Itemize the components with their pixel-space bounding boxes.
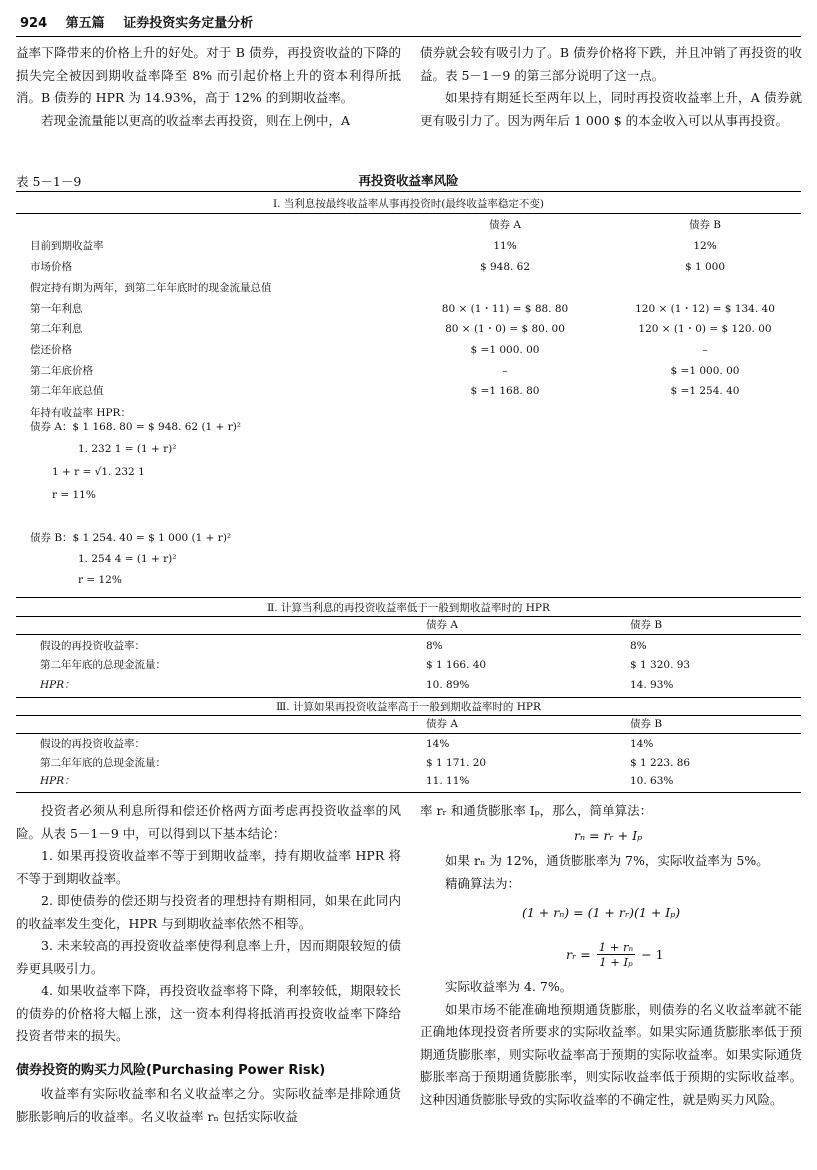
- cell-a: 14%: [426, 738, 450, 750]
- row-label: 偿还价格: [30, 344, 72, 356]
- fraction-numerator: 1 + rₙ: [598, 940, 634, 954]
- column-header-a: 债券 A: [426, 619, 458, 631]
- row-label: 第二年利息: [30, 323, 83, 335]
- table-row: [40, 716, 800, 733]
- cell-a: $ =1 168. 80: [470, 385, 540, 397]
- column-header-b: 债券 B: [630, 619, 663, 631]
- table-row: [30, 362, 800, 380]
- cell-b: 120 × (1・12) = $ 134. 40: [635, 303, 775, 315]
- cell-a: 10. 89%: [426, 679, 470, 691]
- header-rule: [16, 36, 801, 37]
- row-label: HPR：: [40, 775, 75, 787]
- cell-a: 80 × (1・0) = $ 80. 00: [445, 323, 565, 335]
- section-heading: 债券投资的购买力风险(Purchasing Power Risk): [16, 1063, 326, 1078]
- formula-exact: (1 + rₙ) = (1 + rᵣ)(1 + Iₚ): [522, 905, 681, 920]
- cell-a: 11%: [493, 240, 517, 252]
- cell-b: 14%: [630, 738, 654, 750]
- row-label: 第二年底价格: [30, 365, 93, 377]
- table-row: [40, 773, 800, 790]
- row-label: 第二年年底的总现金流量：: [40, 757, 166, 769]
- cell-b: 8%: [630, 640, 647, 652]
- row-label: 假设的再投资收益率：: [40, 738, 145, 750]
- bottom-right-column: [420, 976, 802, 1111]
- page-header: [20, 12, 800, 38]
- cell-a: 80 × (1・11) = $ 88. 80: [441, 303, 569, 315]
- table-title: 再投资收益率风险: [358, 173, 459, 188]
- cell-b: 14. 93%: [630, 679, 674, 691]
- paragraph: 实际收益率为 4. 7%。: [445, 979, 573, 994]
- column-header-b: 债券 B: [630, 718, 663, 730]
- row-label: 假定持有期为两年，到第二年年底时的现金流量总值: [30, 282, 272, 294]
- rule: [16, 634, 801, 635]
- cell-b: 10. 63%: [630, 775, 674, 787]
- hpr-title: 年持有收益率 HPR：: [30, 407, 131, 419]
- paragraph: 3. 未来较高的再投资收益率使得利息率上升，因而期限较短的债券更具吸引力。: [16, 938, 401, 976]
- formula-lhs: rᵣ =: [566, 947, 591, 962]
- table-row: [40, 638, 800, 655]
- column-header-a: 债券 A: [426, 718, 458, 730]
- cell-a: $ 1 171. 20: [426, 757, 487, 769]
- cell-b: $ 1 000: [684, 261, 726, 273]
- section-2-heading: Ⅱ. 计算当利息的再投资收益率低于一般到期收益率时的 HPR: [267, 602, 550, 614]
- formula-rhs: − 1: [641, 947, 664, 962]
- section-1-heading: Ⅰ. 当利息按最终收益率从事再投资时(最终收益率稳定不变): [272, 198, 544, 210]
- calc-line: r = 11%: [52, 489, 96, 501]
- cell-b: –: [702, 344, 708, 356]
- cell-b: $ =1 000. 00: [670, 365, 740, 377]
- table-row: [30, 382, 800, 400]
- bottom-left-column: [16, 800, 401, 1048]
- cell-a: $ 1 166. 40: [426, 659, 487, 671]
- fraction: [597, 940, 635, 969]
- calc-line: 债券 B：$ 1 254. 40 = $ 1 000 (1 + r)²: [30, 532, 232, 544]
- table-row: [30, 216, 800, 234]
- fraction-denominator: 1 + Iₚ: [599, 955, 633, 969]
- table-row: [40, 677, 800, 694]
- top-left-column: [16, 42, 401, 132]
- cell-a: 11. 11%: [426, 775, 470, 787]
- paragraph: 4. 如果收益率下降，再投资收益率将下降，利率较低，期限较长的债券的价格将大幅上涨，这一资本利得将抵消再投资收益率下降给投资者带来的损失。: [16, 983, 401, 1043]
- calc-line: 1. 254 4 = (1 + r)²: [78, 553, 177, 565]
- rule: [16, 697, 801, 698]
- bottom-right-column: [420, 850, 802, 895]
- formula-fraction: [566, 940, 664, 969]
- calc-line: r = 12%: [78, 574, 122, 586]
- paragraph: 2. 即使债券的偿还期与投资者的理想持有期相同，如果在此同内的收益率发生变化，HPR 与到期收益率依然不相等。: [16, 893, 401, 931]
- paragraph: 1. 如果再投资收益率不等于到期收益率，持有期收益率 HPR 将不等于到期收益率。: [16, 848, 401, 886]
- formula-simple: rₙ = rᵣ + Iₚ: [574, 828, 643, 843]
- bottom-right-column: [420, 800, 802, 823]
- cell-b: $ 1 223. 86: [630, 757, 691, 769]
- row-label: 目前到期收益率: [30, 240, 104, 252]
- paragraph: 精确算法为：: [445, 875, 521, 891]
- table-row: [30, 300, 800, 318]
- rule: [16, 733, 801, 734]
- rule: [16, 597, 801, 598]
- table-row: [30, 320, 800, 338]
- top-right-column: [420, 42, 802, 132]
- table-row: [30, 341, 800, 359]
- rule: [16, 213, 801, 214]
- column-header-b: 债券 B: [688, 219, 722, 231]
- calc-line: 1. 232 1 = (1 + r)²: [78, 443, 177, 455]
- table-row: [30, 279, 800, 297]
- calc-line: 1 + r = √1. 232 1: [52, 466, 145, 478]
- calc-line: 债券 A：$ 1 168. 80 = $ 948. 62 (1 + r)²: [30, 421, 242, 433]
- paragraph: 投资者必须从利息所得和偿还价格两方面考虑再投资收益率的风险。从表 5－1－9 中，可以得到以下基本结论：: [16, 803, 401, 841]
- table-bottom-rule: [16, 792, 801, 793]
- table-row: [30, 237, 800, 255]
- table-top-rule: [16, 191, 801, 192]
- cell-a: 8%: [426, 640, 443, 652]
- paragraph: 收益率有实际收益率和名义收益率之分。实际收益率是排除通货膨胀影响后的收益率。名义收益率 rₙ 包括实际收益: [16, 1086, 401, 1124]
- table-row: [40, 755, 800, 772]
- cell-b: $ =1 254. 40: [670, 385, 740, 397]
- cell-b: $ 1 320. 93: [630, 659, 691, 671]
- paragraph: 若现金流量能以更高的收益率去再投资，则在上例中，A: [41, 112, 351, 128]
- header-title: 证券投资实务定量分析: [123, 16, 254, 31]
- row-label: 市场价格: [30, 261, 72, 273]
- cell-a: $ =1 000. 00: [470, 344, 540, 356]
- table-row: [40, 617, 800, 634]
- part-label: 第五篇: [65, 16, 105, 31]
- row-label: 第二年年底总值: [30, 385, 104, 397]
- row-label: 第二年年底的总现金流量：: [40, 659, 166, 671]
- paragraph: 如果市场不能准确地预期通货膨胀，则债券的名义收益率就不能正确地体现投资者所要求的实际收益率。如果实际通货膨胀率低于预期通货膨胀率，则实际收益率高于预期的实际收益率。如果实际通货膨胀率高于预期通货膨胀率，则实际收益率低于预期的实际收益率。这种因通货膨胀导致的实际收益率的不确定性，就是购买力风险。: [420, 1001, 802, 1107]
- paragraph: 债券就会较有吸引力了。B 债券价格将下跌，并且冲销了再投资的收益。表 5－1－9 的第三部分说明了这一点。: [420, 45, 802, 83]
- row-label: 第一年利息: [30, 303, 83, 315]
- cell-b: 120 × (1・0) = $ 120. 00: [638, 323, 772, 335]
- table-row: [40, 657, 800, 674]
- bottom-left-column-2: [16, 1083, 401, 1128]
- paragraph: 益率下降带来的价格上升的好处。对于 B 债券，再投资收益的下降的损失完全被因到期收益率降至 8% 而引起价格上升的资本利得所抵消。B 债券的 HPR 为 14.93%，高于 12% 的到期收益率。: [16, 45, 401, 105]
- column-header-a: 债券 A: [489, 219, 521, 231]
- paragraph: 率 rᵣ 和通货膨胀率 Iₚ，那么，简单算法：: [420, 803, 653, 818]
- cell-a: $ 948. 62: [479, 261, 531, 273]
- paragraph: 如果持有期延长至两年以上，同时再投资收益率上升，A 债券就更有吸引力了。因为两年后 1 000 $ 的本金收入可以从事再投资。: [420, 90, 802, 128]
- cell-b: 12%: [693, 240, 717, 252]
- section-3-heading: Ⅲ. 计算如果再投资收益率高于一般到期收益率时的 HPR: [276, 701, 541, 713]
- table-row: [40, 736, 800, 753]
- table-label: 表 5－1－9: [16, 174, 82, 189]
- cell-a: –: [502, 365, 508, 377]
- row-label: HPR：: [40, 679, 75, 691]
- paragraph: 如果 rₙ 为 12%，通货膨胀率为 7%，实际收益率为 5%。: [445, 853, 769, 868]
- row-label: 假设的再投资收益率：: [40, 640, 145, 652]
- table-row: [30, 258, 800, 276]
- page-number: 924: [20, 16, 48, 31]
